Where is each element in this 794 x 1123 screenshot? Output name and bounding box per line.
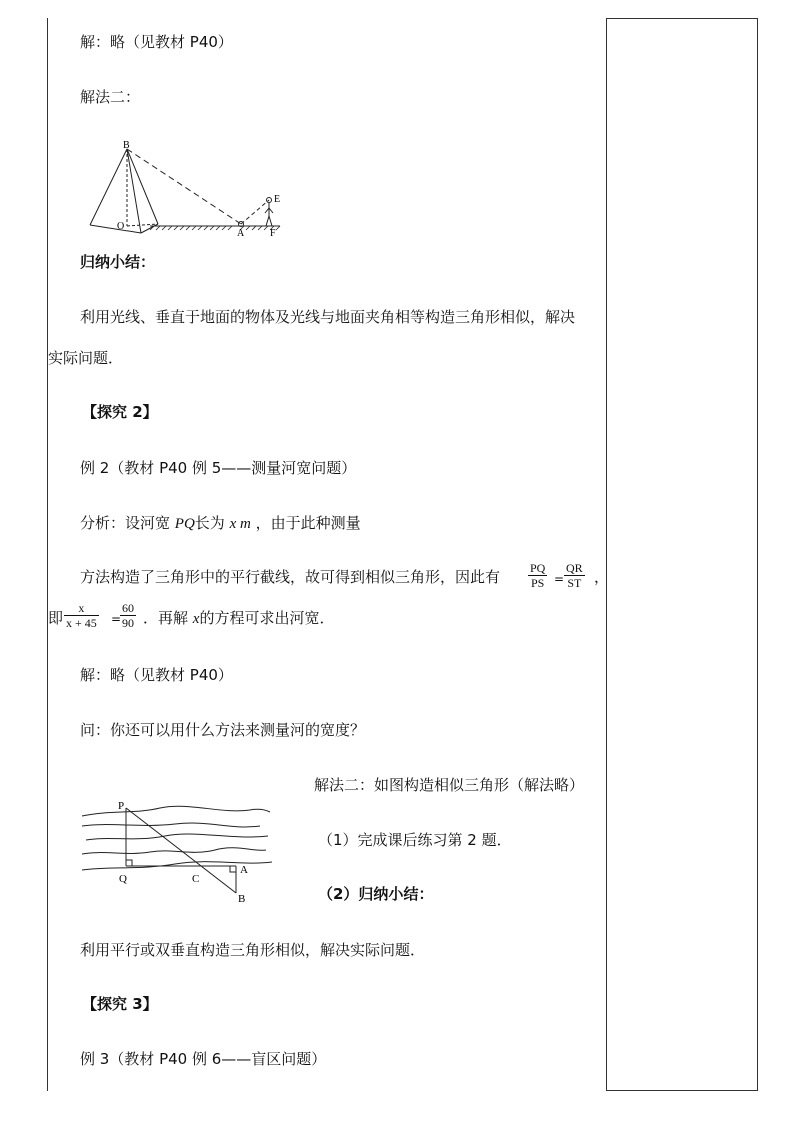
fraction-x-x45: $\frac{x}{x + 45}$ bbox=[66, 601, 97, 630]
river-width-figure bbox=[80, 796, 274, 908]
pyramid-right-edge bbox=[127, 149, 158, 224]
table-right-border bbox=[757, 18, 758, 1091]
label-B: B bbox=[238, 893, 246, 905]
exercise-line: （1）完成课后练习第 2 题． bbox=[318, 831, 512, 849]
table-left-border bbox=[47, 18, 48, 1091]
pyramid-front-edge bbox=[127, 149, 141, 233]
label-Q: Q bbox=[119, 873, 127, 885]
label-B: B bbox=[123, 140, 130, 151]
light-ray-incident bbox=[127, 149, 241, 224]
label-C: C bbox=[192, 873, 200, 885]
fraction-pq-ps: $\frac{PQ}{PS}$ bbox=[530, 561, 546, 590]
label-A: A bbox=[240, 864, 248, 876]
right-angle-A bbox=[230, 866, 236, 872]
summary-text-line-2: 实际问题． bbox=[48, 349, 124, 367]
analysis-line: 分析：设河宽 PQ长为 x m ，由于此种测量 bbox=[80, 514, 361, 532]
label-P: P bbox=[118, 800, 125, 812]
example-2: 例 2（教材 P40 例 5——测量河宽问题） bbox=[80, 459, 357, 477]
summary-2-heading: （2）归纳小结： bbox=[318, 885, 434, 903]
pyramid-left-edge bbox=[90, 149, 127, 225]
label-E: E bbox=[274, 194, 281, 205]
table-top-border-right bbox=[606, 18, 758, 19]
ji-suffix: ．再解 x的方程可求出河宽． bbox=[143, 609, 335, 627]
equals-1: = bbox=[554, 572, 565, 586]
ground-hatching bbox=[150, 226, 280, 230]
label-A: A bbox=[237, 228, 245, 238]
line-PB bbox=[126, 808, 236, 893]
summary-2-text: 利用平行或双垂直构造三角形相似，解决实际问题． bbox=[80, 941, 426, 959]
table-middle-border bbox=[606, 18, 607, 1091]
right-angle-Q bbox=[126, 860, 132, 866]
equals-2: = bbox=[111, 612, 122, 626]
method-line-end: ， bbox=[594, 568, 610, 586]
table-bottom-border-right bbox=[606, 1090, 758, 1091]
pyramid-shadow-figure bbox=[84, 136, 288, 238]
method-two-label: 解法二： bbox=[80, 88, 141, 106]
fraction-qr-st: $\frac{QR}{ST}$ bbox=[566, 561, 583, 590]
question-line: 问：你还可以用什么方法来测量河的宽度？ bbox=[80, 721, 366, 739]
solution-line-2: 解：略（见教材 P40） bbox=[80, 666, 233, 684]
label-O: O bbox=[117, 221, 125, 232]
river-bank-top bbox=[82, 806, 270, 816]
explore-2-heading: 【探究 2】 bbox=[82, 403, 158, 421]
fraction-60-90: $\frac{60}{90}$ bbox=[122, 601, 134, 630]
solution-line-1: 解：略（见教材 P40） bbox=[80, 33, 233, 51]
example-3: 例 3（教材 P40 例 6——盲区问题） bbox=[80, 1050, 327, 1068]
method-line: 方法构造了三角形中的平行截线，故可得到相似三角形，因此有 bbox=[80, 568, 501, 586]
light-ray-reflected bbox=[241, 200, 269, 224]
eye-point bbox=[267, 198, 272, 203]
pyramid-base-front bbox=[90, 225, 141, 233]
explore-3-heading: 【探究 3】 bbox=[82, 995, 158, 1013]
summary-heading: 归纳小结： bbox=[80, 253, 156, 271]
summary-text-line-1: 利用光线、垂直于地面的物体及光线与地面夹角相等构造三角形相似，解决 bbox=[80, 308, 576, 326]
method-two-construction: 解法二：如图构造相似三角形（解法略） bbox=[314, 776, 585, 794]
label-F: F bbox=[270, 228, 276, 238]
ji-prefix: 即 bbox=[48, 609, 64, 627]
